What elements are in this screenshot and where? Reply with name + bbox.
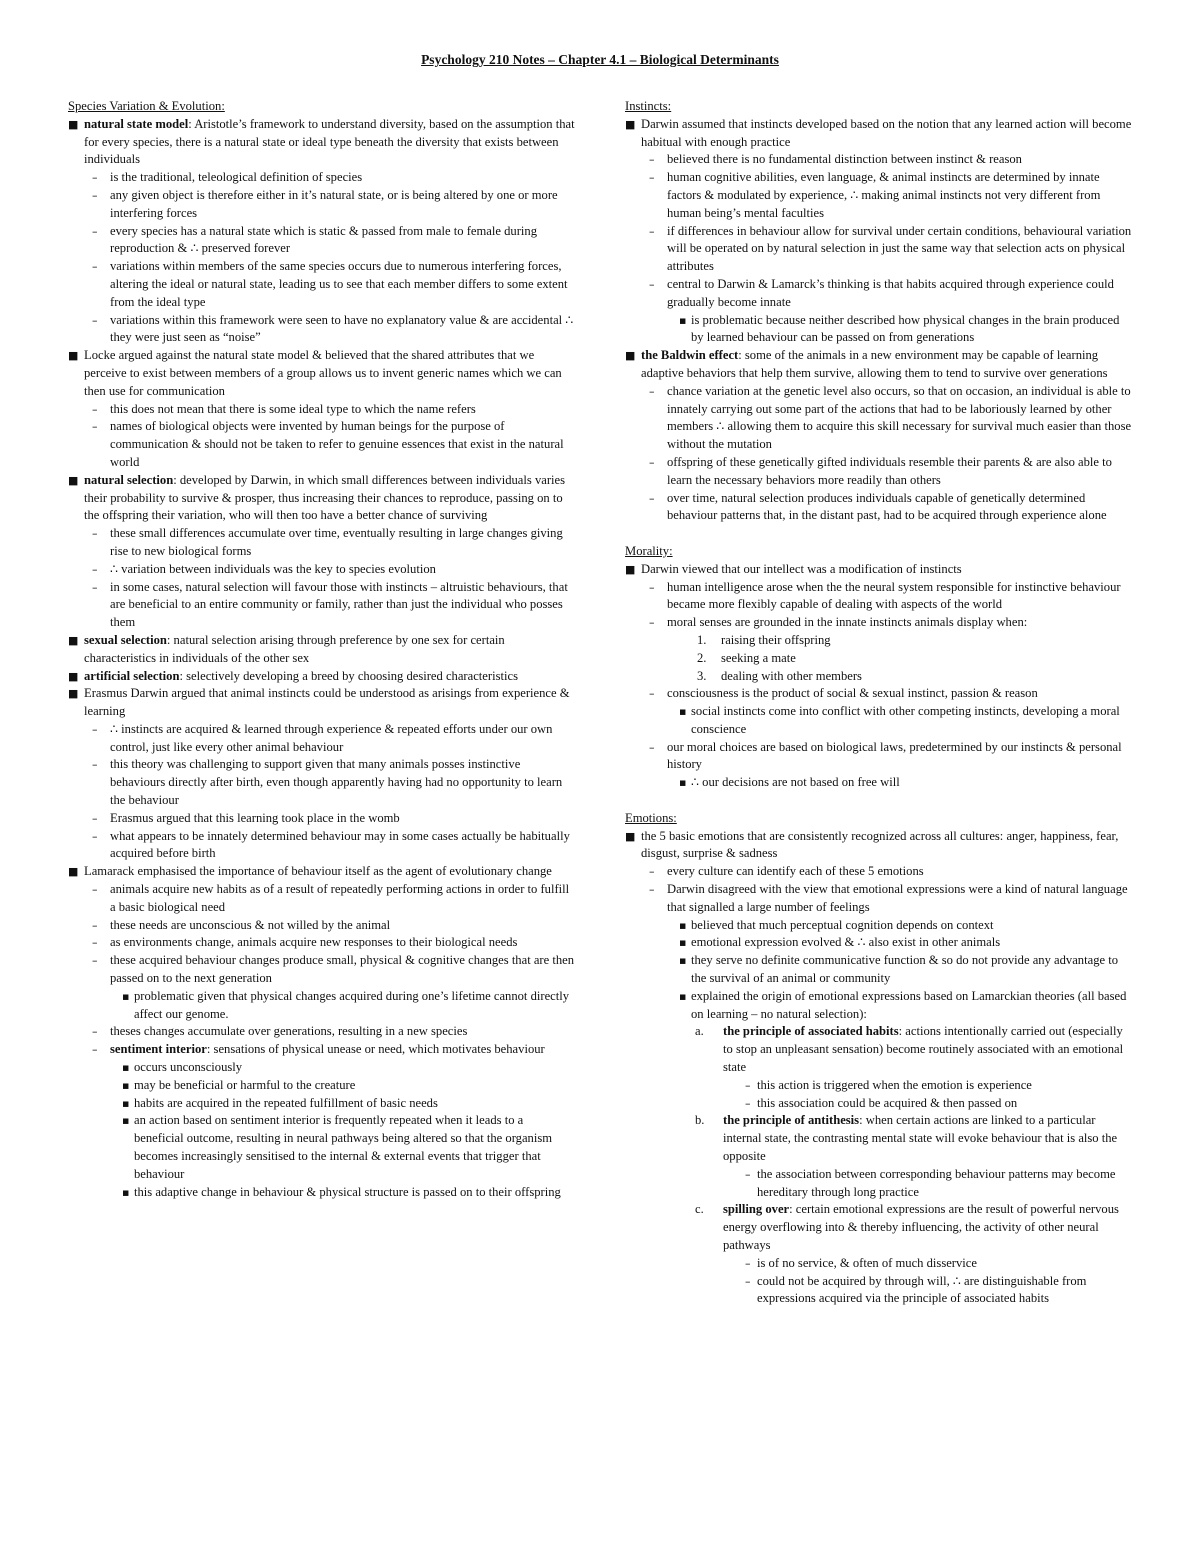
dash-icon: – bbox=[92, 1043, 98, 1057]
list-item: – animals acquire new habits as of a result of repeatedly performing actions in order to fulfill a basic biological need bbox=[92, 882, 570, 914]
list-item: ■ Darwin viewed that our intellect was a modification of instincts bbox=[625, 561, 1133, 579]
morality-list bbox=[625, 561, 1133, 792]
dash-icon: – bbox=[649, 277, 655, 291]
small-bullet-icon: ▪ bbox=[122, 989, 130, 1003]
dash-icon: – bbox=[92, 580, 98, 594]
list-item: ■ Erasmus Darwin argued that animal instincts could be understood as arisings from experience & learning bbox=[68, 686, 570, 719]
dash-icon: – bbox=[745, 1096, 751, 1110]
dash-icon: – bbox=[92, 722, 98, 736]
list-item: – as environments change, animals acquire new responses to their biological needs bbox=[68, 934, 576, 952]
section-heading: Species Variation & Evolution: bbox=[68, 99, 225, 113]
list-item: – this does not mean that there is some ideal type to which the name refers bbox=[68, 401, 576, 419]
list-item: ■ Lamarack emphasised the importance of behaviour itself as the agent of evolutionary change bbox=[68, 863, 576, 881]
list-item: ▪ problematic given that physical changes acquired during one’s lifetime cannot directly affect our genome. bbox=[122, 988, 570, 1021]
list-item: – ∴ variation between individuals was the key to species evolution bbox=[68, 561, 576, 579]
list-item: ■ the 5 basic emotions that are consistently recognized across all cultures: anger, happiness, fear, disgust, surprise & sadness bbox=[625, 828, 1119, 861]
bullet-icon: ■ bbox=[68, 865, 79, 879]
dash-icon: – bbox=[92, 829, 98, 843]
small-bullet-icon: ▪ bbox=[679, 313, 687, 327]
small-bullet-icon: ▪ bbox=[122, 1114, 130, 1128]
list-item: – any given object is therefore either in it’s natural state, or is being altered by one or more interfering forces bbox=[92, 187, 558, 220]
small-bullet-icon: ▪ bbox=[679, 989, 687, 1003]
list-item: – ∴ instincts are acquired & learned through experience & repeated efforts under our own control, just like every other animal behaviour bbox=[92, 721, 553, 754]
list-item: – human cognitive abilities, even language, & animal instincts are determined by innate factors & modulated by experience, ∴ making animal instincts not very different from human being’s mental faculties bbox=[649, 170, 1101, 220]
left-column bbox=[68, 98, 576, 1201]
dash-icon: – bbox=[649, 687, 655, 701]
dash-icon: – bbox=[92, 260, 98, 274]
bullet-icon: ■ bbox=[68, 117, 79, 131]
dash-icon: – bbox=[92, 811, 98, 825]
list-item: – over time, natural selection produces individuals capable of genetically determined behaviour patterns that, in the distant past, had to be acquired through experience alone bbox=[649, 490, 1107, 523]
list-item: – this action is triggered when the emotion is experience bbox=[625, 1077, 1133, 1095]
dash-icon: – bbox=[649, 153, 655, 167]
list-item: – human intelligence arose when the the neural system responsible for instinctive behaviour became more flexibly capable of dealing with aspects of the world bbox=[649, 579, 1121, 612]
list-item: ▪ an action based on sentiment interior is frequently repeated when it leads to a beneficial outcome, resulting in neural pathways being altered so that the organism becomes increasingly sensitised to the internal & external events that trigger that behaviour bbox=[122, 1113, 553, 1181]
dash-icon: – bbox=[649, 883, 655, 897]
dash-icon: – bbox=[649, 384, 655, 398]
list-item: ▪ this adaptive change in behaviour & physical structure is passed on to their offspring bbox=[68, 1184, 576, 1202]
dash-icon: – bbox=[92, 188, 98, 202]
list-item: – every culture can identify each of these 5 emotions bbox=[625, 863, 1133, 881]
dash-icon: – bbox=[649, 455, 655, 469]
list-item: – this theory was challenging to support given that many animals posses instinctive behaviours directly after birth, even though apparently having had no opportunity to learn the behaviour bbox=[92, 757, 563, 808]
emotions-list bbox=[625, 828, 1133, 1309]
small-bullet-icon: ▪ bbox=[679, 936, 687, 950]
dash-icon: – bbox=[745, 1078, 751, 1092]
small-bullet-icon: ▪ bbox=[122, 1185, 130, 1199]
small-bullet-icon: ▪ bbox=[679, 705, 687, 719]
number-marker: 1. bbox=[697, 632, 707, 647]
small-bullet-icon: ▪ bbox=[679, 918, 687, 932]
dash-icon: – bbox=[649, 865, 655, 879]
bullet-icon: ■ bbox=[625, 117, 636, 131]
list-item: ▪ believed that much perceptual cognition depends on context bbox=[625, 917, 1133, 935]
page-title: Psychology 210 Notes – Chapter 4.1 – Biological Determinants bbox=[421, 52, 779, 67]
list-item: – the association between corresponding behaviour patterns may become hereditary through long practice bbox=[745, 1166, 1116, 1199]
dash-icon: – bbox=[745, 1274, 751, 1288]
bullet-icon: ■ bbox=[625, 562, 636, 576]
list-item: – these needs are unconscious & not willed by the animal bbox=[68, 917, 576, 935]
list-item: b. the principle of antithesis: when certain actions are linked to a particular internal state, the contrasting mental state will evoke behaviour that is also the opposite bbox=[695, 1113, 1118, 1164]
letter-marker: a. bbox=[695, 1024, 704, 1039]
list-item: – chance variation at the genetic level also occurs, so that on occasion, an individual is able to innately carrying out some part of the actions that had to be laboriously learned by other members ∴ allowing them to acquire this skill necessary for survival much easier than those without the mutation bbox=[649, 383, 1132, 452]
dash-icon: – bbox=[92, 224, 98, 238]
small-bullet-icon: ▪ bbox=[679, 776, 687, 790]
list-item: – this association could be acquired & then passed on bbox=[625, 1095, 1133, 1113]
dash-icon: – bbox=[649, 171, 655, 185]
list-item: ■ Darwin assumed that instincts developed based on the notion that any learned action will become habitual with enough practice bbox=[625, 116, 1132, 149]
letter-marker: c. bbox=[695, 1202, 704, 1217]
list-item: – these acquired behaviour changes produce small, physical & cognitive changes that are then passed on to the next generation bbox=[92, 953, 575, 986]
list-item: – sentiment interior: sensations of physical unease or need, which motivates behaviour bbox=[68, 1041, 576, 1059]
list-item: ■ sexual selection: natural selection arising through preference by one sex for certain characteristics in individuals of the other sex bbox=[68, 632, 505, 665]
dash-icon: – bbox=[649, 740, 655, 754]
dash-icon: – bbox=[92, 313, 98, 327]
list-item: ▪ emotional expression evolved & ∴ also exist in other animals bbox=[625, 934, 1133, 952]
small-bullet-icon: ▪ bbox=[122, 1078, 130, 1092]
instincts-list bbox=[625, 116, 1133, 525]
list-item: – could not be acquired by through will, ∴ are distinguishable from expressions acquired via the principle of associated habits bbox=[745, 1273, 1087, 1306]
bullet-icon: ■ bbox=[68, 633, 79, 647]
dash-icon: – bbox=[92, 758, 98, 772]
dash-icon: – bbox=[92, 883, 98, 897]
list-item: ▪ explained the origin of emotional expressions based on Lamarckian theories (all based on learning – no natural selection): bbox=[679, 988, 1127, 1021]
list-item: – is of no service, & often of much disservice bbox=[625, 1255, 1133, 1273]
list-item: – theses changes accumulate over generations, resulting in a new species bbox=[68, 1023, 576, 1041]
list-item: – if differences in behaviour allow for survival under certain conditions, behavioural variation will be operated on by natural selection in just the same way that selection acts on physical attributes bbox=[649, 223, 1132, 274]
list-item: – these small differences accumulate over time, eventually resulting in large changes giving rise to new biological forms bbox=[92, 526, 563, 558]
dash-icon: – bbox=[92, 527, 98, 541]
list-item: ▪ occurs unconsciously bbox=[68, 1059, 576, 1077]
list-item: ■ the Baldwin effect: some of the animals in a new environment may be capable of learning adaptive behaviors that help them survive, allowing them to tend to survive over generations bbox=[625, 348, 1108, 380]
list-item: – offspring of these genetically gifted individuals resemble their parents & are also able to learn the necessary behaviors more readily than others bbox=[649, 454, 1112, 487]
list-item: ▪ they serve no definite communicative function & so do not provide any advantage to the survival of an animal or community bbox=[679, 953, 1119, 986]
small-bullet-icon: ▪ bbox=[122, 1096, 130, 1110]
dash-icon: – bbox=[92, 1025, 98, 1039]
dash-icon: – bbox=[649, 616, 655, 630]
number-marker: 2. bbox=[697, 650, 707, 665]
dash-icon: – bbox=[649, 580, 655, 594]
list-item: – every species has a natural state which is static & passed from male to female during reproduction & ∴ preserved forever bbox=[92, 223, 537, 256]
species-list bbox=[68, 116, 576, 1202]
list-item: 3. dealing with other members bbox=[625, 668, 1133, 686]
dash-icon: – bbox=[92, 954, 98, 968]
list-item: ▪ is problematic because neither described how physical changes in the brain produced by learned behaviour can be passed on from generations bbox=[679, 312, 1120, 345]
list-item: ▪ social instincts come into conflict with other competing instincts, developing a moral conscience bbox=[679, 704, 1120, 736]
list-item: – names of biological objects were invented by human beings for the purpose of communication & should not be taken to refer to genuine essences that exist in the natural world bbox=[92, 419, 564, 469]
bullet-icon: ■ bbox=[68, 349, 79, 363]
list-item: – believed there is no fundamental distinction between instinct & reason bbox=[625, 151, 1133, 169]
dash-icon: – bbox=[92, 918, 98, 932]
dash-icon: – bbox=[745, 1167, 751, 1181]
list-item: ■ Locke argued against the natural state model & believed that the shared attributes that we perceive to exist between members of a group allows us to invent generic names which we can then use for communication bbox=[68, 348, 562, 398]
bullet-icon: ■ bbox=[625, 829, 636, 843]
list-item: – central to Darwin & Lamarck’s thinking is that habits acquired through experience could gradually become innate bbox=[649, 276, 1114, 309]
list-item: ▪ habits are acquired in the repeated fulfillment of basic needs bbox=[68, 1095, 576, 1113]
dash-icon: – bbox=[92, 402, 98, 416]
small-bullet-icon: ▪ bbox=[679, 954, 687, 968]
number-marker: 3. bbox=[697, 668, 707, 683]
list-item: ■ natural selection: developed by Darwin, in which small differences between individuals varies their probability to survive & prosper, thus increasing their chances to reproduce, passing on to the offspring their variation, who will then too have a better chance of surviving bbox=[68, 472, 566, 523]
letter-marker: b. bbox=[695, 1113, 705, 1128]
dash-icon: – bbox=[92, 171, 98, 185]
small-bullet-icon: ▪ bbox=[122, 1061, 130, 1075]
dash-icon: – bbox=[745, 1256, 751, 1270]
list-item: ■ natural state model: Aristotle’s framework to understand diversity, based on the assumption that for every species, there is a natural state or ideal type beneath the diversity that exists between individuals bbox=[68, 116, 575, 167]
list-item: a. the principle of associated habits: actions intentionally carried out (especially to stop an unpleasant sensation) become routinely associated with an emotional state bbox=[695, 1024, 1124, 1075]
list-item: ▪ ∴ our decisions are not based on free will bbox=[625, 774, 1133, 792]
dash-icon: – bbox=[649, 224, 655, 238]
section-heading: Morality: bbox=[625, 543, 673, 558]
list-item: – is the traditional, teleological definition of species bbox=[68, 169, 576, 187]
list-item: ▪ may be beneficial or harmful to the creature bbox=[68, 1077, 576, 1095]
list-item: 1. raising their offspring bbox=[625, 632, 1133, 650]
list-item: – consciousness is the product of social & sexual instinct, passion & reason bbox=[625, 685, 1133, 703]
list-item: – Darwin disagreed with the view that emotional expressions were a kind of natural language that signalled a large number of feelings bbox=[649, 882, 1128, 914]
list-item: – what appears to be innately determined behaviour may in some cases actually be habitually acquired before birth bbox=[92, 828, 570, 861]
dash-icon: – bbox=[92, 936, 98, 950]
list-item: – in some cases, natural selection will favour those with instincts – altruistic behaviours, that are beneficial to an entire community or family, rather than just the individual who posses them bbox=[92, 579, 568, 630]
bullet-icon: ■ bbox=[68, 687, 79, 701]
list-item: – variations within this framework were seen to have no explanatory value & are accidental ∴ they were just seen as “noise” bbox=[92, 312, 574, 345]
bullet-icon: ■ bbox=[68, 473, 79, 487]
list-item: – variations within members of the same species occurs due to numerous interfering forces, altering the ideal or natural state, leading us to see that each member differs to some extent from the ideal type bbox=[92, 259, 568, 309]
list-item: – our moral choices are based on biological laws, predetermined by our instincts & personal history bbox=[649, 739, 1122, 772]
bullet-icon: ■ bbox=[68, 669, 79, 683]
dash-icon: – bbox=[92, 562, 98, 576]
list-item: 2. seeking a mate bbox=[625, 650, 1133, 668]
section-heading: Instincts: bbox=[625, 99, 672, 113]
list-item: – moral senses are grounded in the innate instincts animals display when: bbox=[625, 614, 1133, 632]
dash-icon: – bbox=[92, 420, 98, 434]
section-heading: Emotions: bbox=[625, 810, 677, 825]
right-column bbox=[625, 98, 1133, 1308]
bullet-icon: ■ bbox=[625, 349, 636, 363]
list-item: – Erasmus argued that this learning took place in the womb bbox=[68, 810, 576, 828]
list-item: ■ artificial selection: selectively developing a breed by choosing desired characteristics bbox=[68, 668, 576, 686]
dash-icon: – bbox=[649, 491, 655, 505]
list-item: c. spilling over: certain emotional expressions are the result of powerful nervous energy overflowing into & thereby influencing, the activity of other neural pathways bbox=[695, 1202, 1119, 1252]
